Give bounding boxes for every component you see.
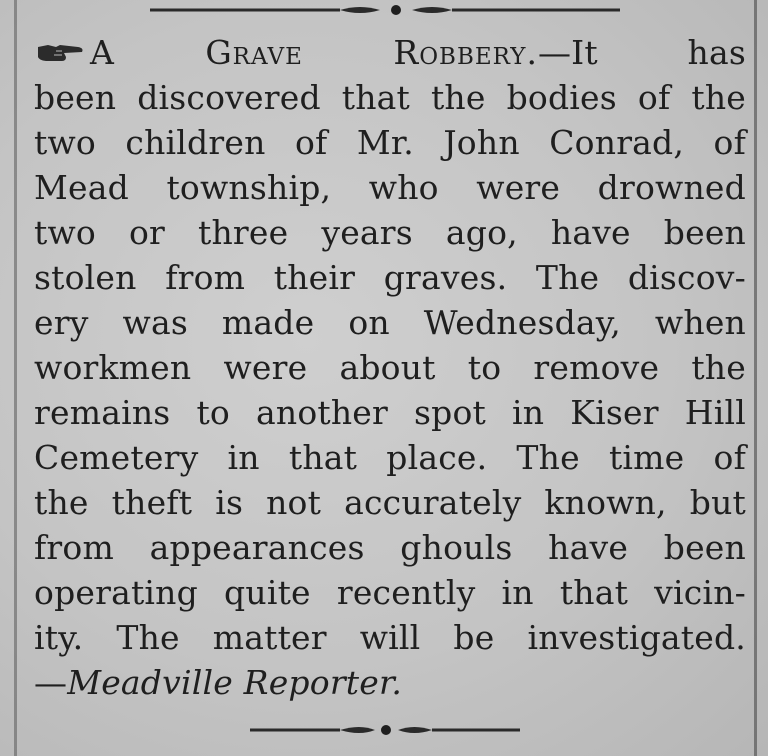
source-name: Meadville Reporter. (67, 663, 403, 702)
article-line: from appearances ghouls have been (34, 528, 746, 567)
article-body (34, 30, 746, 705)
article-line: been discovered that the bodies of the (34, 78, 746, 117)
article-line: ery was made on Wednesday, when (34, 303, 746, 342)
article-line: ity. The matter will be investigated. (34, 618, 746, 657)
article-line: operating quite recently in that vicin- (34, 573, 746, 612)
headline: A Grave Robbery. (90, 33, 538, 72)
article-line: workmen were about to remove the (34, 348, 746, 387)
article-line: Cemetery in that place. The time of (34, 438, 746, 477)
ornamental-rule-icon (0, 720, 768, 740)
article-line: two or three years ago, have been (34, 213, 746, 252)
article-line: Mead township, who were drowned (34, 168, 746, 207)
article-line-text: —It has (537, 33, 746, 72)
source-attribution (34, 660, 746, 705)
column-rule-left (14, 0, 17, 756)
article-line: two children of Mr. John Conrad, of (34, 123, 746, 162)
source-dash: — (34, 663, 68, 702)
pointing-hand-icon (34, 39, 86, 67)
ornamental-rule-icon (0, 0, 768, 20)
article-line: the theft is not accurately known, but (34, 483, 746, 522)
article-line (34, 30, 746, 75)
article-line: remains to another spot in Kiser Hill (34, 393, 746, 432)
column-rule-right (754, 0, 757, 756)
article-line: stolen from their graves. The discov- (34, 258, 746, 297)
